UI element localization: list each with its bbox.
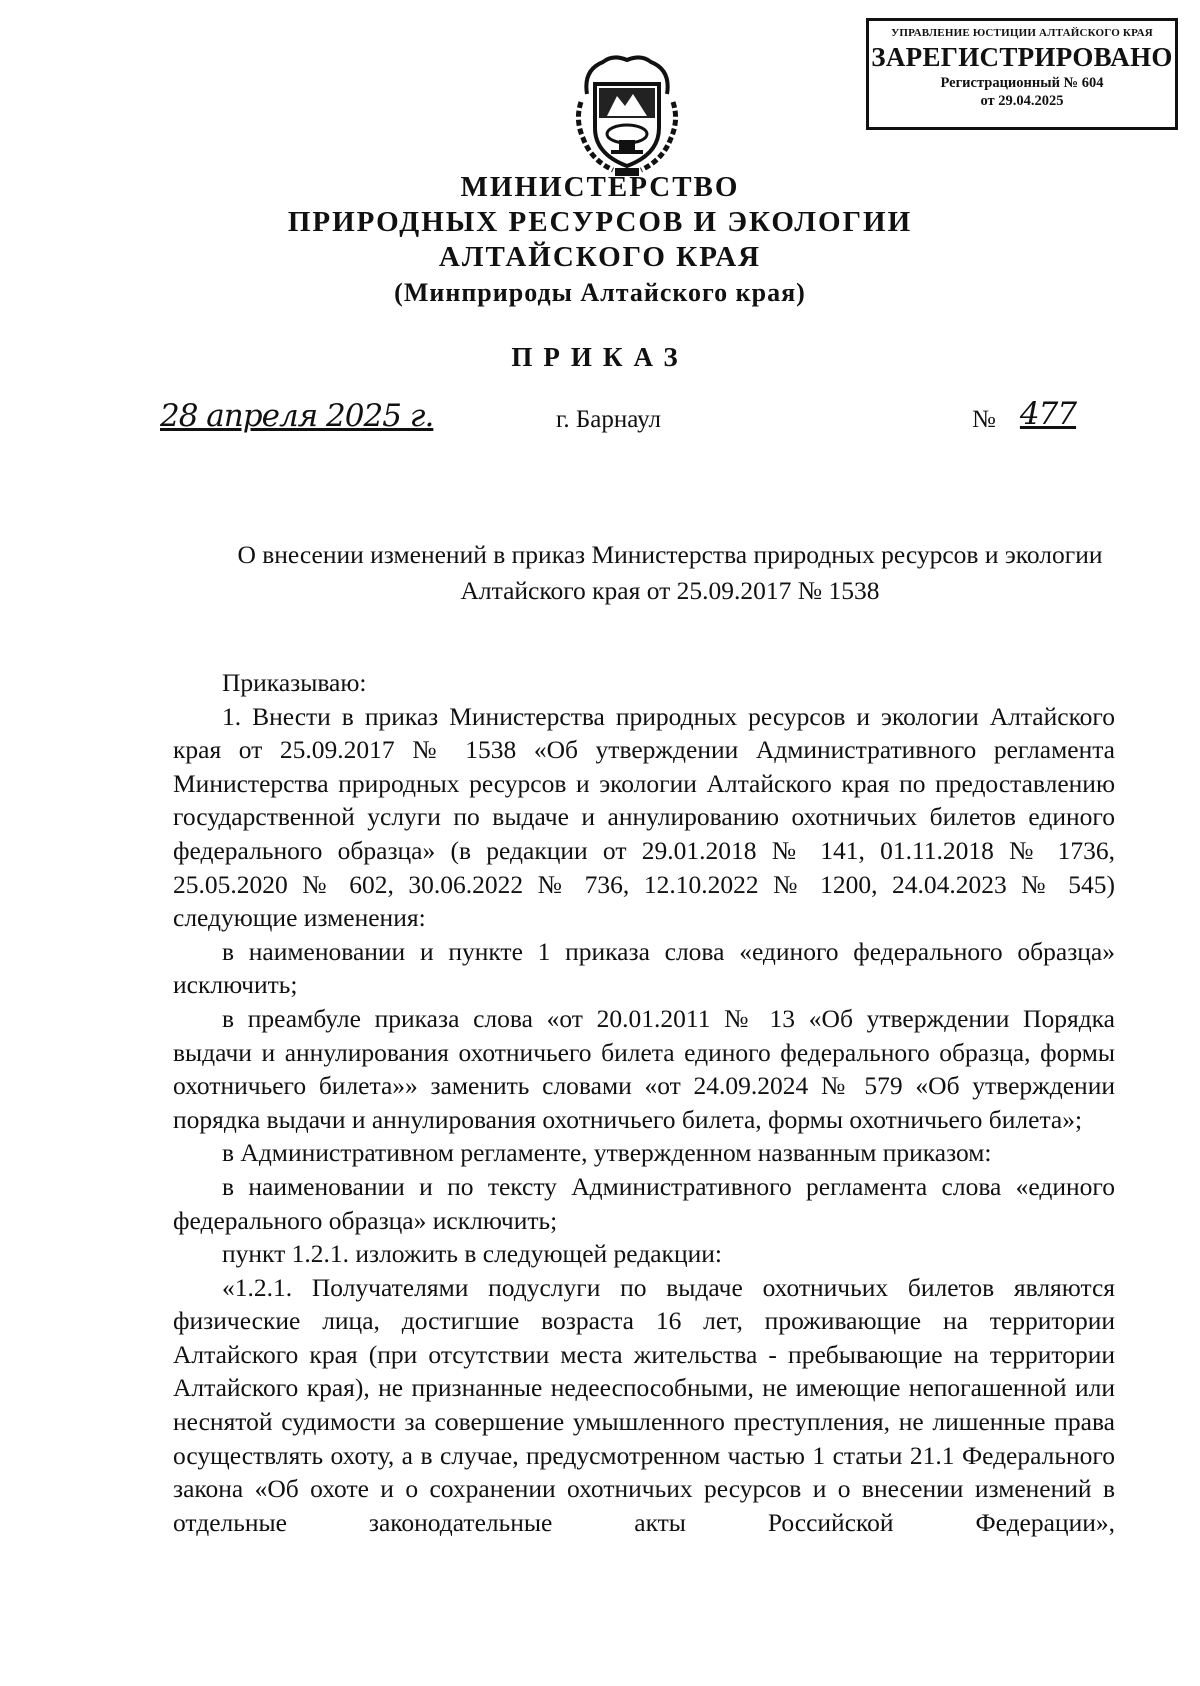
ministry-name-line-3: АЛТАЙСКОГО КРАЯ: [438, 241, 762, 273]
stamp-reg-date: от 29.04.2025: [980, 93, 1064, 109]
order-number-label: №: [972, 406, 996, 433]
ministry-short-name: (Минприроды Алтайского края): [394, 278, 806, 307]
ministry-name-line-1: МИНИСТЕРСТВО: [460, 171, 740, 203]
order-body: [173, 666, 1115, 1539]
body-paragraph-regulation-intro: в Административном регламенте, утвержденном названным приказом:: [222, 1138, 992, 1168]
stamp-status: ЗАРЕГИСТРИРОВАНО: [871, 42, 1173, 72]
coat-of-arms-emblem: [573, 50, 681, 178]
stamp-reg-number: Регистрационный № 604: [940, 75, 1104, 91]
stamp-department: УПРАВЛЕНИЕ ЮСТИЦИИ АЛТАЙСКОГО КРАЯ: [891, 27, 1153, 39]
body-paragraph-change-1: в наименовании и пункте 1 приказа слова «единого федерального образца» исключить;: [173, 936, 1115, 1000]
order-date-handwritten: 28 апреля 2025 г.: [160, 398, 434, 434]
ministry-name-line-2: ПРИРОДНЫХ РЕСУРСОВ И ЭКОЛОГИИ: [287, 206, 913, 238]
body-paragraph-item-1: 1. Внести в приказ Министерства природных ресурсов и экологии Алтайского края от 25.09.2017 № 1538 «Об утверждении Административного регламента Министерства природных ресурсов и экологии Алтайского края по предоставлению государственной услуги по выдаче и аннулированию охотничьих билетов единого федерального образца» (в редакции от 29.01.2018 № 141, 01.11.2018 № 1736, 25.05.2020 № 602, 30.06.2022 № 736, 12.10.2022 № 1200, 24.04.2023 № 545) следующие изменения:: [173, 701, 1115, 933]
body-paragraph-change-3: в наименовании и по тексту Административного регламента слова «единого федерального образца» исключить;: [173, 1171, 1115, 1235]
order-number-handwritten: 477: [1019, 396, 1077, 432]
body-paragraph-item-1-2-1-text: «1.2.1. Получателями подуслуги по выдаче охотничьих билетов являются физические лица, достигшие возраста 16 лет, проживающие на территории Алтайского края (при отсутствии места жительства - пребывающие на территории Алтайского края), не признанные недееспособными, не имеющие непогашенной или неснятой судимости за совершение умышленного преступления, не лишенные права осуществлять охоту, а в случае, предусмотренном частью 1 статьи 21.1 Федерального закона «Об охоте и о сохранении охотничьих ресурсов и о внесении изменений в отдельные законодательные акты Российской Федерации»,: [173, 1272, 1115, 1537]
order-city: г. Барнаул: [556, 406, 661, 433]
registration-stamp: [866, 18, 1178, 130]
ministry-header: [0, 170, 1200, 311]
body-paragraph-item-1-2-1-intro: пункт 1.2.1. изложить в следующей редакции:: [222, 1239, 722, 1269]
body-paragraph-order-intro: Приказываю:: [222, 668, 367, 697]
document-type-title: ПРИКАЗ: [511, 342, 689, 372]
body-paragraph-change-2: в преамбуле приказа слова «от 20.01.2011 № 13 «Об утверждении Порядка выдачи и аннулирования охотничьего билета единого федерального образца, формы охотничьего билета»» заменить словами «от 24.09.2024 № 579 «Об утверждении порядка выдачи и аннулирования охотничьего билета, формы охотничьего билета»;: [173, 1003, 1115, 1134]
order-subject: О внесении изменений в приказ Министерства природных ресурсов и экологии Алтайского края от 25.09.2017 № 1538: [237, 540, 1103, 605]
